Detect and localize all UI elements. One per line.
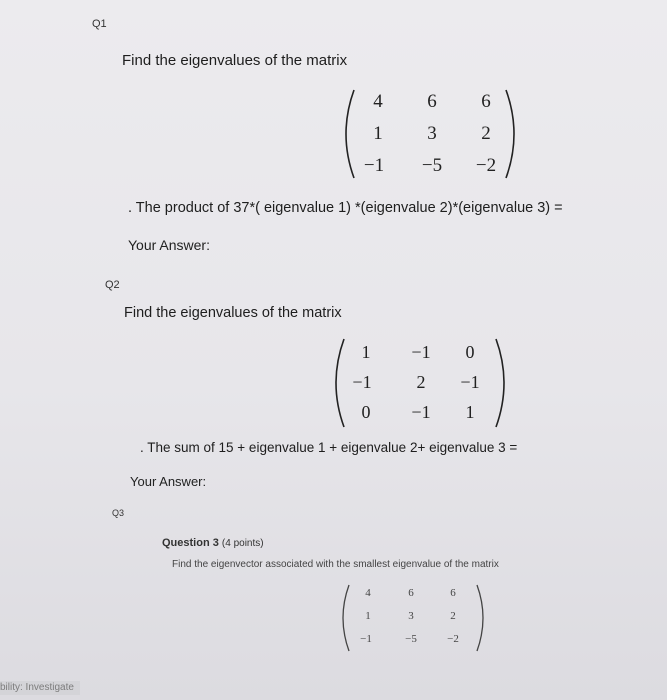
q1-cell-2-3: 2 [481,123,491,144]
q1-label: Q1 [92,18,107,30]
q1-cell-2-1: 1 [373,123,383,144]
accessibility-investigate-link[interactable]: bility: Investigate [0,681,80,695]
q3-points: (4 points) [221,538,264,549]
q2-cell-3-1: 0 [361,402,371,422]
q3-cell-2-2: 3 [408,610,414,622]
q3-cell-3-1: −1 [360,633,372,645]
q2-matrix [330,336,510,430]
q3-cell-2-1: 1 [365,610,371,622]
q1-question: . The product of 37*( eigenvalue 1) *(eigenvalue 2)*(eigenvalue 3) = [128,200,563,216]
q1-cell-3-1: −1 [363,155,385,176]
q3-matrix [338,582,488,654]
q3-label: Q3 [112,508,125,518]
q3-cell-1-3: 6 [450,587,456,599]
q1-cell-2-2: 3 [427,123,437,144]
q3-cell-1-1: 4 [365,587,371,599]
q1-cell-1-2: 6 [427,91,437,112]
q2-cell-2-1: −1 [352,372,372,392]
q2-cell-3-3: 1 [465,402,475,422]
q1-cell-1-3: 6 [481,91,491,112]
q1-answer-label: Your Answer: [128,237,210,253]
q1-cell-3-3: −2 [475,155,497,176]
q2-cell-1-2: −1 [411,342,431,362]
q2-cell-2-3: −1 [460,372,480,392]
q3-cell-2-3: 2 [450,610,456,622]
q2-prompt: Find the eigenvalues of the matrix [124,305,342,321]
q3-cell-3-3: −2 [447,633,459,645]
q2-label: Q2 [105,279,120,291]
q2-cell-3-2: −1 [411,402,431,422]
q3-title-text: Question 3 [162,537,219,549]
q2-cell-1-1: 1 [361,342,371,362]
q1-prompt: Find the eigenvalues of the matrix [122,52,348,69]
q2-question: . The sum of 15 + eigenvalue 1 + eigenvalue 2+ eigenvalue 3 = [140,440,518,455]
q3-cell-3-2: −5 [405,633,417,645]
q3-prompt: Find the eigenvector associated with the smallest eigenvalue of the matrix [172,559,499,570]
q3-title [162,537,264,549]
q1-cell-3-2: −5 [421,155,443,176]
q2-cell-2-2: 2 [416,372,426,392]
q2-cell-1-3: 0 [465,342,475,362]
q1-cell-1-1: 4 [373,91,383,112]
q1-matrix [340,86,520,182]
q3-cell-1-2: 6 [408,587,414,599]
q2-answer-label: Your Answer: [130,474,207,489]
